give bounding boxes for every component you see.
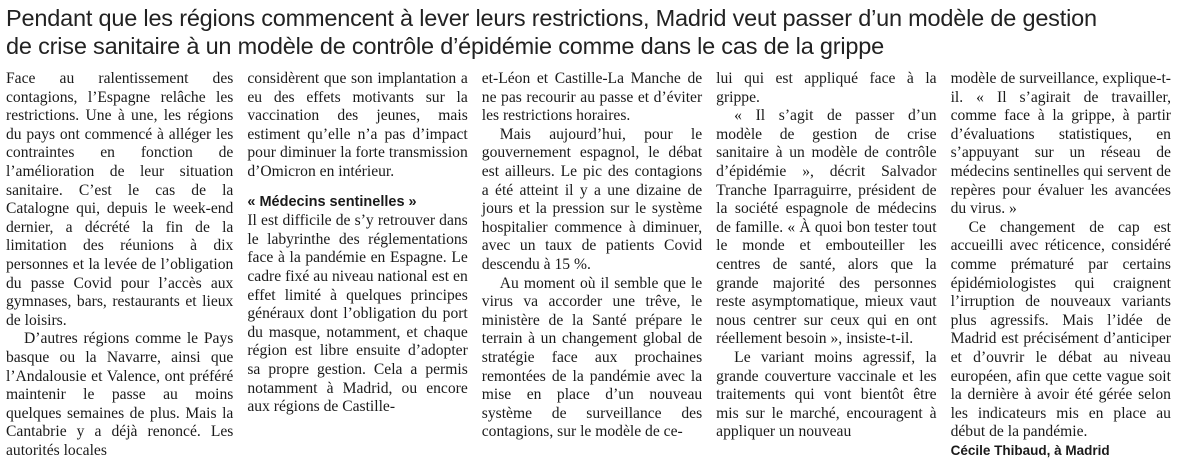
headline-line-2: de crise sanitaire à un modèle de contrôle d’épidémie comme dans le cas de la grippe bbox=[6, 33, 885, 59]
author-signature: Cécile Thibaud, à Madrid bbox=[950, 442, 1110, 458]
paragraph: Ce changement de cap est accueilli avec réticence, considéré comme prématuré par certains épidémiologistes qui craignent l’irruption de nouveaux variants plus agressifs. Mais l’idée de Madrid est précisément d’anticiper et d’ouvrir le débat au niveau européen, afin que cette vague soit la dernière à avoir été gérée selon les indicateurs mis en place au début de la pandémie. bbox=[950, 218, 1171, 441]
paragraph: et-Léon et Castille-La Manche de ne pas recourir au passe et d’éviter les restrictions horaires. bbox=[481, 70, 703, 125]
column-3 bbox=[475, 70, 709, 460]
column-2 bbox=[240, 70, 474, 460]
paragraph: considèrent que son implantation a eu des effets motivants sur la vaccination des jeunes, mais estiment qu’elle n’a pas d’impact pour diminuer la forte transmission d’Omicron en intérieur. bbox=[247, 70, 468, 180]
paragraph: Il est difficile de s’y retrouver dans le labyrinthe des réglementations face à la pandémie en Espagne. Le cadre fixé au niveau national est en effet limité à quelques principes généraux dont l’obligation du port du masque, notamment, et chaque région est libre ensuite d’adopter sa propre gestion. Cela a permis notamment à Madrid, ou encore aux régions de Castille- bbox=[247, 212, 468, 416]
paragraph: Mais aujourd’hui, pour le gouvernement espagnol, le débat est ailleurs. Le pic des contagions a été atteint il y a une dizaine de jours et la pression sur le système hospitalier commence à diminuer, avec un taux de patients Covid descendu à 15 %. bbox=[481, 125, 703, 273]
subheading: « Médecins sentinelles » bbox=[247, 193, 417, 210]
column-1 bbox=[6, 70, 240, 460]
paragraph: D’autres régions comme le Pays basque ou la Navarre, ainsi que l’Andalousie et Valence, ont préféré maintenir le passe au moins quelques semaines de plus. Mais la Cantabrie y a déjà renoncé. Les autorités locales bbox=[6, 330, 234, 459]
paragraph: lui qui est appliqué face à la grippe. bbox=[716, 70, 937, 106]
article-columns bbox=[6, 70, 1178, 460]
column-4 bbox=[709, 70, 943, 460]
column-5 bbox=[944, 70, 1178, 460]
headline bbox=[6, 4, 1178, 60]
paragraph: Le variant moins agressif, la grande couverture vaccinale et les traitements qui vont bientôt être mis sur le marché, encouragent à appliquer un nouveau bbox=[716, 348, 937, 441]
paragraph: « Il s’agit de passer d’un modèle de gestion de crise sanitaire à un modèle de contrôle d’épidémie », décrit Salvador Tranche Iparraguirre, président de la société espagnole de médecins de famille. « À quoi bon tester tout le monde et embouteiller les centres de santé, alors que la grande majorité des personnes reste asymptomatique, mieux vaut nous centrer sur ceux qui en ont réellement besoin », insiste-t-il. bbox=[716, 107, 937, 348]
headline-line-1: Pendant que les régions commencent à lever leurs restrictions, Madrid veut passer d’un modèle de gestion bbox=[6, 5, 1097, 31]
paragraph: Au moment où il semble que le virus va accorder une trêve, le ministère de la Santé prépare le terrain à un changement global de stratégie face aux prochaines remontées de la pandémie avec la mise en place d’un nouveau système de surveillance des contagions, sur le modèle de ce- bbox=[481, 274, 703, 441]
paragraph: modèle de surveillance, explique-t-il. « Il s’agirait de travailler, comme face à la grippe, à partir d’évaluations statistiques, en s’appuyant sur un réseau de médecins sentinelles qui servent de repères pour évaluer les avancées du virus. » bbox=[950, 70, 1171, 218]
paragraph: Face au ralentissement des contagions, l’Espagne relâche les restrictions. Une à une, les régions du pays ont commencé à alléger les contraintes en fonction de l’amélioration de leur situation sanitaire. C’est le cas de la Catalogne qui, depuis le week-end dernier, a décrété la fin de la limitation des réunions à dix personnes et la levée de l’obligation du passe Covid pour l’accès aux gymnases, bars, restaurants et lieux de loisirs. bbox=[6, 70, 234, 329]
